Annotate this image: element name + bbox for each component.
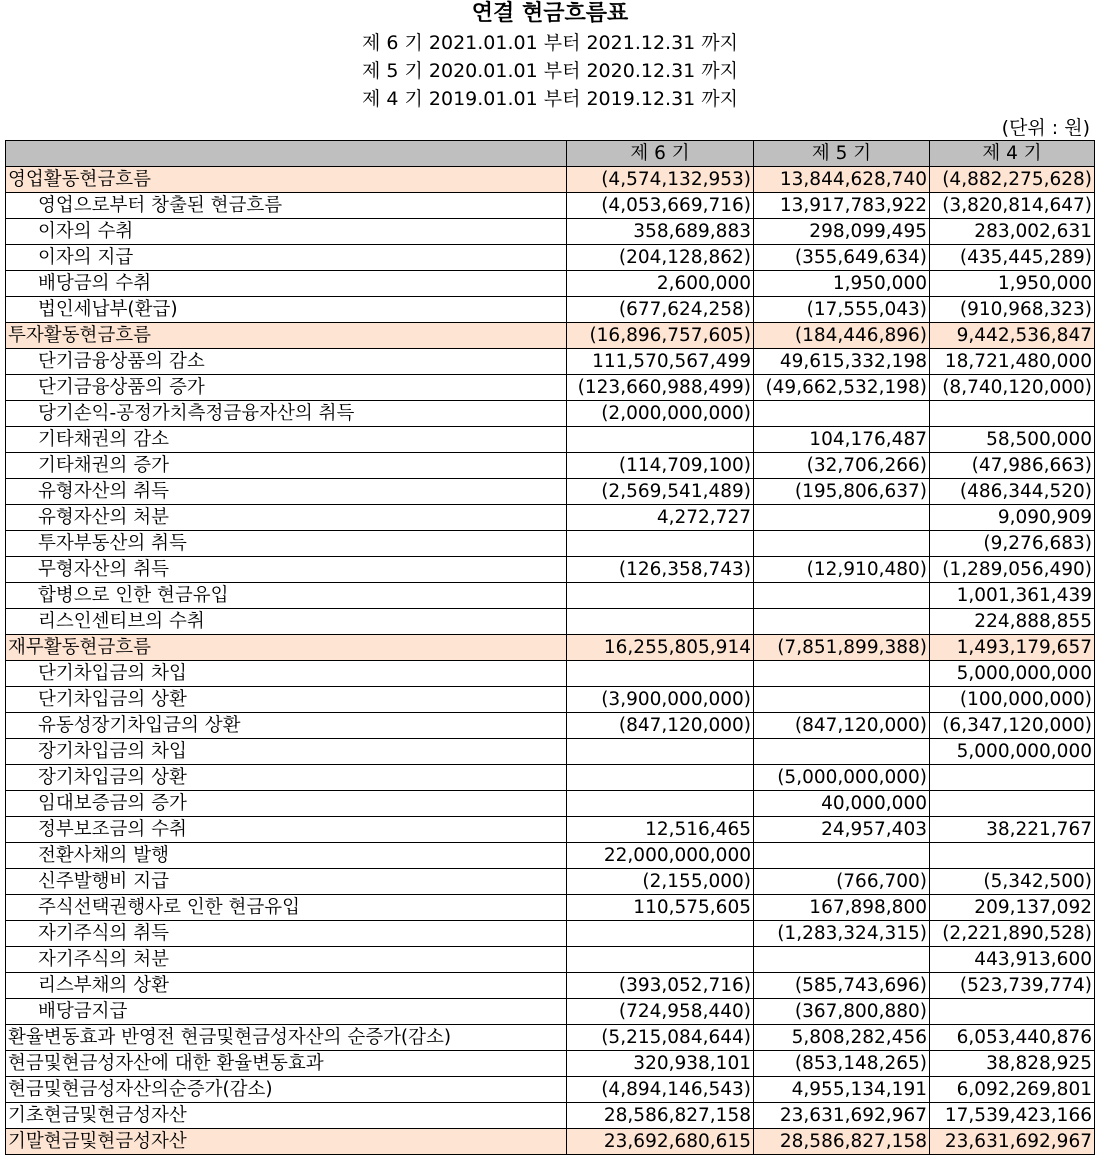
value-v5: (367,800,880) (754, 999, 930, 1025)
value-v4 (930, 999, 1095, 1025)
value-v6: 110,575,605 (567, 895, 754, 921)
value-v4: (2,221,890,528) (930, 921, 1095, 947)
value-v5: 298,099,495 (754, 219, 930, 245)
value-v5: (847,120,000) (754, 713, 930, 739)
value-v6: (3,900,000,000) (567, 687, 754, 713)
value-v4: 38,828,925 (930, 1051, 1095, 1077)
table-row (6, 193, 1095, 219)
table-row (6, 1077, 1095, 1103)
table-row (6, 817, 1095, 843)
value-v5: 5,808,282,456 (754, 1025, 930, 1051)
table-row (6, 999, 1095, 1025)
value-v4: 5,000,000,000 (930, 661, 1095, 687)
table-row (6, 947, 1095, 973)
value-v5 (754, 401, 930, 427)
value-v6 (567, 531, 754, 557)
table-row (6, 609, 1095, 635)
value-v4: 6,053,440,876 (930, 1025, 1095, 1051)
table-row (6, 245, 1095, 271)
value-v6: (204,128,862) (567, 245, 754, 271)
row-label: 현금및현금성자산에 대한 환율변동효과 (6, 1051, 567, 1077)
value-v4: 23,631,692,967 (930, 1129, 1095, 1155)
value-v5: 40,000,000 (754, 791, 930, 817)
value-v5 (754, 531, 930, 557)
value-v4: 5,000,000,000 (930, 739, 1095, 765)
value-v4 (930, 401, 1095, 427)
value-v4: (8,740,120,000) (930, 375, 1095, 401)
value-v5: (32,706,266) (754, 453, 930, 479)
table-row (6, 453, 1095, 479)
value-v6 (567, 583, 754, 609)
value-v6: (5,215,084,644) (567, 1025, 754, 1051)
value-v4 (930, 765, 1095, 791)
row-label: 무형자산의 취득 (6, 557, 567, 583)
table-row (6, 1103, 1095, 1129)
header-period-6: 제 6 기 (567, 141, 754, 167)
value-v4: (435,445,289) (930, 245, 1095, 271)
value-v5: (184,446,896) (754, 323, 930, 349)
value-v6 (567, 661, 754, 687)
value-v6: 4,272,727 (567, 505, 754, 531)
value-v5: (766,700) (754, 869, 930, 895)
value-v6: 16,255,805,914 (567, 635, 754, 661)
table-row (6, 1051, 1095, 1077)
table-row (6, 687, 1095, 713)
value-v5: 28,586,827,158 (754, 1129, 930, 1155)
value-v6: (393,052,716) (567, 973, 754, 999)
row-label: 자기주식의 처분 (6, 947, 567, 973)
table-row (6, 895, 1095, 921)
table-row (6, 557, 1095, 583)
value-v4: 6,092,269,801 (930, 1077, 1095, 1103)
row-label: 유형자산의 처분 (6, 505, 567, 531)
row-label: 단기차입금의 차입 (6, 661, 567, 687)
period-6: 제 6 기 2021.01.01 부터 2021.12.31 까지 (361, 32, 739, 54)
value-v6 (567, 791, 754, 817)
value-v6: (2,569,541,489) (567, 479, 754, 505)
value-v6 (567, 739, 754, 765)
value-v6: (126,358,743) (567, 557, 754, 583)
value-v4 (930, 791, 1095, 817)
value-v6: 320,938,101 (567, 1051, 754, 1077)
row-label: 단기금융상품의 감소 (6, 349, 567, 375)
table-row (6, 843, 1095, 869)
value-v6: (677,624,258) (567, 297, 754, 323)
value-v6: 23,692,680,615 (567, 1129, 754, 1155)
row-label: 전환사채의 발행 (6, 843, 567, 869)
table-row (6, 1025, 1095, 1051)
value-v6: 22,000,000,000 (567, 843, 754, 869)
value-v5: (195,806,637) (754, 479, 930, 505)
value-v6: (16,896,757,605) (567, 323, 754, 349)
value-v4: 38,221,767 (930, 817, 1095, 843)
value-v6: 358,689,883 (567, 219, 754, 245)
value-v5: 1,950,000 (754, 271, 930, 297)
row-label: 단기금융상품의 증가 (6, 375, 567, 401)
value-v5 (754, 661, 930, 687)
value-v5: (355,649,634) (754, 245, 930, 271)
value-v5 (754, 583, 930, 609)
row-label: 리스인센티브의 수취 (6, 609, 567, 635)
cash-flow-table (5, 140, 1095, 1155)
value-v6 (567, 947, 754, 973)
value-v4: (6,347,120,000) (930, 713, 1095, 739)
value-v6: 28,586,827,158 (567, 1103, 754, 1129)
table-row (6, 583, 1095, 609)
row-label: 환율변동효과 반영전 현금및현금성자산의 순증가(감소) (6, 1025, 567, 1051)
value-v5: 24,957,403 (754, 817, 930, 843)
table-row (6, 505, 1095, 531)
value-v5: 13,917,783,922 (754, 193, 930, 219)
value-v4: 1,493,179,657 (930, 635, 1095, 661)
header-period-5: 제 5 기 (754, 141, 930, 167)
table-row (6, 739, 1095, 765)
row-label: 단기차입금의 상환 (6, 687, 567, 713)
table-row (6, 869, 1095, 895)
row-label: 기타채권의 증가 (6, 453, 567, 479)
table-row (6, 713, 1095, 739)
value-v5 (754, 947, 930, 973)
value-v4: 9,442,536,847 (930, 323, 1095, 349)
value-v4: (100,000,000) (930, 687, 1095, 713)
value-v4: 1,950,000 (930, 271, 1095, 297)
value-v4: 1,001,361,439 (930, 583, 1095, 609)
value-v5: 49,615,332,198 (754, 349, 930, 375)
value-v5: (585,743,696) (754, 973, 930, 999)
value-v4 (930, 843, 1095, 869)
value-v5 (754, 687, 930, 713)
row-label: 신주발행비 지급 (6, 869, 567, 895)
row-label: 이자의 수취 (6, 219, 567, 245)
statement-title: 연결 현금흐름표 (471, 1, 629, 26)
value-v4: 58,500,000 (930, 427, 1095, 453)
row-label: 투자활동현금흐름 (6, 323, 567, 349)
value-v6: 111,570,567,499 (567, 349, 754, 375)
value-v6 (567, 921, 754, 947)
row-label: 영업활동현금흐름 (6, 167, 567, 193)
value-v4: 443,913,600 (930, 947, 1095, 973)
row-label: 배당금지급 (6, 999, 567, 1025)
value-v5: 104,176,487 (754, 427, 930, 453)
row-label: 현금및현금성자산의순증가(감소) (6, 1077, 567, 1103)
value-v6: (2,155,000) (567, 869, 754, 895)
value-v4: 283,002,631 (930, 219, 1095, 245)
value-v6: (847,120,000) (567, 713, 754, 739)
value-v5: 23,631,692,967 (754, 1103, 930, 1129)
row-label: 기말현금및현금성자산 (6, 1129, 567, 1155)
row-label: 법인세납부(환급) (6, 297, 567, 323)
value-v5: (5,000,000,000) (754, 765, 930, 791)
value-v4: (5,342,500) (930, 869, 1095, 895)
row-label: 배당금의 수취 (6, 271, 567, 297)
row-label: 투자부동산의 취득 (6, 531, 567, 557)
value-v4: (486,344,520) (930, 479, 1095, 505)
row-label: 유형자산의 취득 (6, 479, 567, 505)
row-label: 기초현금및현금성자산 (6, 1103, 567, 1129)
row-label: 재무활동현금흐름 (6, 635, 567, 661)
value-v4: (910,968,323) (930, 297, 1095, 323)
value-v6: (724,958,440) (567, 999, 754, 1025)
value-v5: (7,851,899,388) (754, 635, 930, 661)
table-row (6, 219, 1095, 245)
value-v4: (4,882,275,628) (930, 167, 1095, 193)
table-header-row (6, 141, 1095, 167)
value-v4: 17,539,423,166 (930, 1103, 1095, 1129)
table-row (6, 791, 1095, 817)
table-row (6, 1129, 1095, 1155)
row-label: 자기주식의 취득 (6, 921, 567, 947)
table-body (6, 167, 1095, 1155)
table-row (6, 271, 1095, 297)
row-label: 주식선택권행사로 인한 현금유입 (6, 895, 567, 921)
value-v4: (9,276,683) (930, 531, 1095, 557)
value-v5: (17,555,043) (754, 297, 930, 323)
value-v4: 9,090,909 (930, 505, 1095, 531)
value-v4: (523,739,774) (930, 973, 1095, 999)
header-period-4: 제 4 기 (930, 141, 1095, 167)
table-row (6, 661, 1095, 687)
table-row (6, 297, 1095, 323)
table-row (6, 323, 1095, 349)
table-row (6, 765, 1095, 791)
value-v4: 224,888,855 (930, 609, 1095, 635)
value-v4: 209,137,092 (930, 895, 1095, 921)
row-label: 합병으로 인한 현금유입 (6, 583, 567, 609)
table-row (6, 635, 1095, 661)
row-label: 이자의 지급 (6, 245, 567, 271)
table-row (6, 973, 1095, 999)
value-v5 (754, 739, 930, 765)
value-v5 (754, 609, 930, 635)
row-label: 장기차입금의 상환 (6, 765, 567, 791)
value-v5: 167,898,800 (754, 895, 930, 921)
row-label: 당기손익-공정가치측정금융자산의 취득 (6, 401, 567, 427)
table-row (6, 401, 1095, 427)
row-label: 유동성장기차입금의 상환 (6, 713, 567, 739)
row-label: 정부보조금의 수취 (6, 817, 567, 843)
period-5: 제 5 기 2020.01.01 부터 2020.12.31 까지 (361, 60, 739, 82)
value-v5: (853,148,265) (754, 1051, 930, 1077)
value-v5: (49,662,532,198) (754, 375, 930, 401)
value-v5: (12,910,480) (754, 557, 930, 583)
table-row (6, 349, 1095, 375)
value-v6 (567, 765, 754, 791)
value-v5: 4,955,134,191 (754, 1077, 930, 1103)
value-v6: (4,053,669,716) (567, 193, 754, 219)
value-v4: (1,289,056,490) (930, 557, 1095, 583)
header-label-col (6, 141, 567, 167)
value-v5: 13,844,628,740 (754, 167, 930, 193)
value-v6: 12,516,465 (567, 817, 754, 843)
value-v6: 2,600,000 (567, 271, 754, 297)
value-v5 (754, 843, 930, 869)
value-v6: (4,894,146,543) (567, 1077, 754, 1103)
row-label: 리스부채의 상환 (6, 973, 567, 999)
value-v4: (3,820,814,647) (930, 193, 1095, 219)
row-label: 장기차입금의 차입 (6, 739, 567, 765)
table-row (6, 921, 1095, 947)
value-v4: (47,986,663) (930, 453, 1095, 479)
value-v6: (2,000,000,000) (567, 401, 754, 427)
table-row (6, 167, 1095, 193)
table-row (6, 375, 1095, 401)
value-v5 (754, 505, 930, 531)
table-row (6, 427, 1095, 453)
value-v6 (567, 427, 754, 453)
table-row (6, 479, 1095, 505)
table-row (6, 531, 1095, 557)
value-v4: 18,721,480,000 (930, 349, 1095, 375)
unit-label: (단위 : 원) (1001, 117, 1090, 139)
value-v6 (567, 609, 754, 635)
row-label: 영업으로부터 창출된 현금흐름 (6, 193, 567, 219)
value-v6: (123,660,988,499) (567, 375, 754, 401)
value-v6: (4,574,132,953) (567, 167, 754, 193)
value-v6: (114,709,100) (567, 453, 754, 479)
row-label: 기타채권의 감소 (6, 427, 567, 453)
row-label: 임대보증금의 증가 (6, 791, 567, 817)
value-v5: (1,283,324,315) (754, 921, 930, 947)
period-4: 제 4 기 2019.01.01 부터 2019.12.31 까지 (361, 88, 739, 110)
